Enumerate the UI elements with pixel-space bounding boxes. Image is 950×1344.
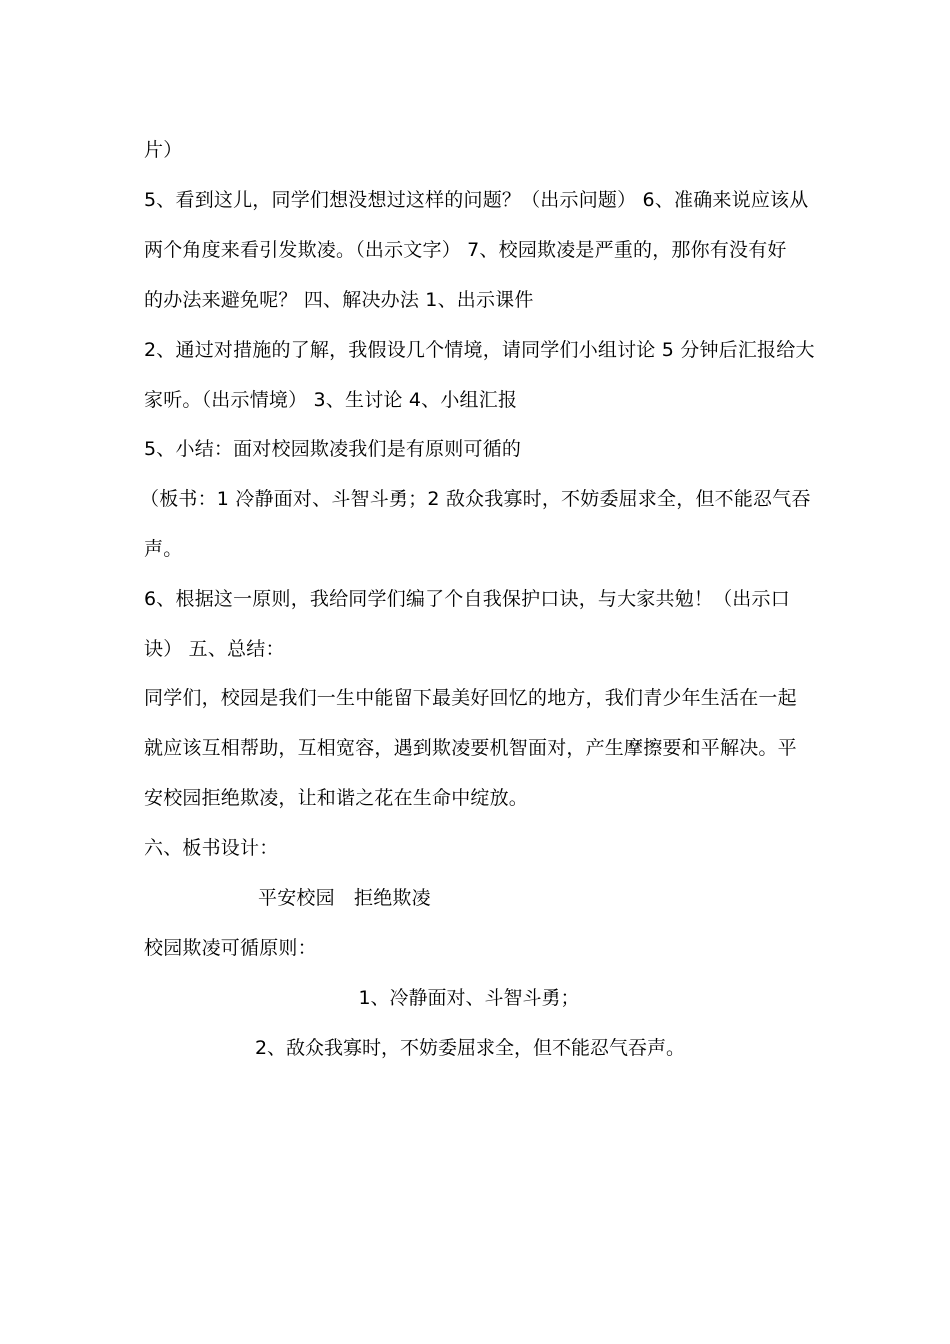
paragraph-line: 6、根据这一原则，我给同学们编了个自我保护口诀，与大家共勉！（出示口 [144, 588, 790, 610]
paragraph-line: 5、看到这儿，同学们想没想过这样的问题？（出示问题） 6、准确来说应该从 [144, 189, 809, 211]
board-subtitle: 校园欺凌可循原则： [144, 937, 317, 959]
paragraph-line: 就应该互相帮助，互相宽容，遇到欺凌要机智面对，产生摩擦要和平解决。平 [144, 737, 797, 759]
paragraph-line: 声。 [144, 538, 183, 560]
paragraph-line: 5、小结：面对校园欺凌我们是有原则可循的 [144, 438, 522, 460]
section-heading: 六、板书设计： [144, 837, 279, 859]
paragraph-line: 家听。（出示情境） 3、生讨论 4、小组汇报 [144, 389, 518, 411]
paragraph-line: 2、通过对措施的了解，我假设几个情境，请同学们小组讨论 5 分钟后汇报给大 [144, 339, 815, 361]
paragraph-line: 同学们，校园是我们一生中能留下最美好回忆的地方，我们青少年生活在一起 [144, 687, 797, 709]
board-rule-1: 1、冷静面对、斗智斗勇； [358, 987, 580, 1009]
paragraph-line: 诀） 五、总结： [144, 638, 285, 660]
paragraph-line: 两个角度来看引发欺凌。（出示文字） 7、校园欺凌是严重的，那你有没有好 [144, 239, 787, 261]
paragraph-line: 安校园拒绝欺凌，让和谐之花在生命中绽放。 [144, 787, 529, 809]
board-rule-2: 2、敌众我寡时，不妨委屈求全，但不能忍气吞声。 [254, 1037, 686, 1059]
paragraph-line: 片） [144, 139, 183, 161]
board-title: 平安校园 拒绝欺凌 [258, 887, 431, 909]
paragraph-line: （板书：1 冷静面对、斗智斗勇；2 敌众我寡时，不妨委屈求全，但不能忍气吞 [140, 488, 811, 510]
paragraph-line: 的办法来避免呢？ 四、解决办法 1、出示课件 [144, 289, 534, 311]
